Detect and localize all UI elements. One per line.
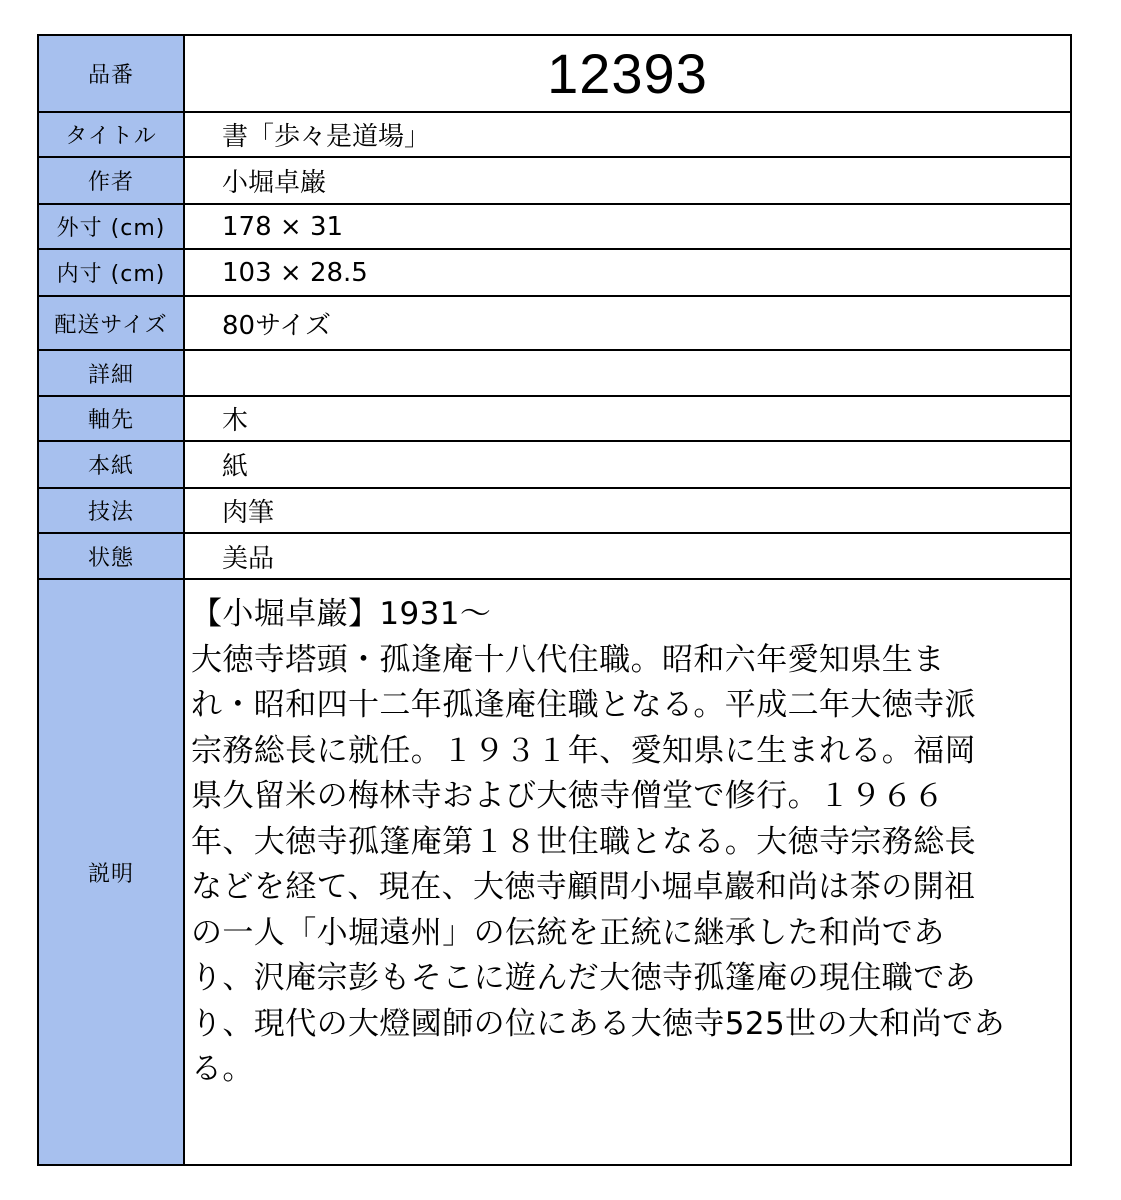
description-line: れ・昭和四十二年孤逢庵住職となる。平成二年大徳寺派 xyxy=(191,687,976,723)
row-technique xyxy=(38,488,1071,533)
label-shipping-size: 配送サイズ xyxy=(38,296,184,350)
value-outer-size: 178 × 31 xyxy=(184,204,1071,249)
label-roller-end: 軸先 xyxy=(38,396,184,441)
row-title xyxy=(38,112,1071,157)
description-line: 大徳寺塔頭・孤逢庵十八代住職。昭和六年愛知県生ま xyxy=(191,641,945,678)
value-details xyxy=(184,350,1071,396)
label-outer-size: 外寸 (cm) xyxy=(38,204,184,249)
label-description: 説明 xyxy=(38,579,184,1165)
row-inner-size xyxy=(38,249,1071,296)
label-title: タイトル xyxy=(38,112,184,157)
description-line: る。 xyxy=(191,1051,254,1087)
value-item-number: 12393 xyxy=(184,35,1071,112)
row-details xyxy=(38,350,1071,396)
label-details: 詳細 xyxy=(38,350,184,396)
description-line: の一人「小堀遠州」の伝統を正統に継承した和尚であ xyxy=(191,914,945,951)
label-inner-size: 内寸 (cm) xyxy=(38,249,184,296)
row-description xyxy=(38,579,1071,1165)
row-condition xyxy=(38,533,1071,579)
description-line: り、沢庵宗彭もそこに遊んだ大徳寺孤篷庵の現住職であ xyxy=(191,960,976,996)
row-item-number xyxy=(38,35,1071,112)
value-description xyxy=(184,579,1071,1165)
row-roller-end xyxy=(38,396,1071,441)
value-author: 小堀卓巌 xyxy=(184,157,1071,204)
description-line: 【小堀卓巌】1931～ xyxy=(191,596,492,632)
row-author xyxy=(38,157,1071,204)
label-author: 作者 xyxy=(38,157,184,204)
product-spec-table xyxy=(37,34,1072,1166)
label-condition: 状態 xyxy=(38,533,184,579)
value-inner-size: 103 × 28.5 xyxy=(184,249,1071,296)
value-condition: 美品 xyxy=(184,533,1071,579)
value-roller-end: 木 xyxy=(184,396,1071,441)
description-line: 宗務総長に就任。１９３１年、愛知県に生まれる。福岡 xyxy=(191,732,976,769)
row-shipping-size xyxy=(38,296,1071,350)
label-item-number: 品番 xyxy=(38,35,184,112)
label-technique: 技法 xyxy=(38,488,184,533)
description-line: などを経て、現在、大徳寺顧問小堀卓巖和尚は茶の開祖 xyxy=(191,869,976,905)
description-line: 年、大徳寺孤篷庵第１８世住職となる。大徳寺宗務総長 xyxy=(191,823,976,860)
label-base-paper: 本紙 xyxy=(38,441,184,488)
description-line: り、現代の大燈國師の位にある大徳寺525世の大和尚であ xyxy=(191,1005,1005,1042)
value-shipping-size: 80サイズ xyxy=(184,296,1071,350)
description-line: 県久留米の梅林寺および大徳寺僧堂で修行。１９６６ xyxy=(191,778,945,814)
value-base-paper: 紙 xyxy=(184,441,1071,488)
value-technique: 肉筆 xyxy=(184,488,1071,533)
value-title: 書「歩々是道場」 xyxy=(184,112,1071,157)
row-outer-size xyxy=(38,204,1071,249)
row-base-paper xyxy=(38,441,1071,488)
